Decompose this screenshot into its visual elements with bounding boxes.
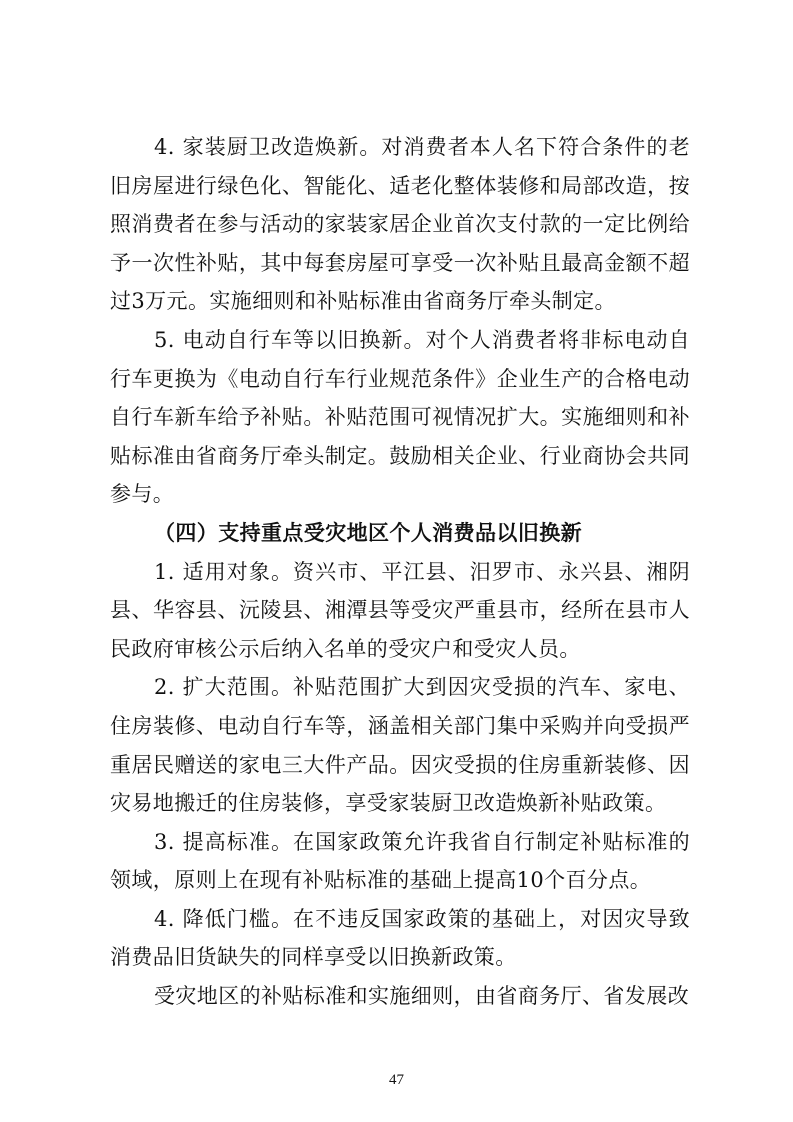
paragraph-e-bike-tradein: 5. 电动自行车等以旧换新。对个人消费者将非标电动自行车更换为《电动自行车行业规范条件》企业生产的合格电动自行车新车给予补贴。补贴范围可视情况扩大。实施细则和补贴标准由省商务厅牵头制定。鼓励相关企业、行业商协会共同参与。	[110, 327, 690, 507]
section-heading: （四）支持重点受灾地区个人消费品以旧换新	[154, 520, 582, 545]
document-body	[110, 128, 690, 1016]
paragraph-disaster-area-rules: 受灾地区的补贴标准和实施细则，由省商务厅、省发展改	[154, 984, 689, 1009]
paragraph-home-renovation: 4. 家装厨卫改造焕新。对消费者本人名下符合条件的老旧房屋进行绿色化、智能化、适老化整体装修和局部改造，按照消费者在参与活动的家装家居企业首次支付款的一定比例给予一次性补贴，其中每套房屋可享受一次补贴且最高金额不超过3万元。实施细则和补贴标准由省商务厅牵头制定。	[110, 135, 690, 314]
paragraph-applicable-targets: 1. 适用对象。资兴市、平江县、汨罗市、永兴县、湘阴县、华容县、沅陵县、湘潭县等受灾严重县市，经所在县市人民政府审核公示后纳入名单的受灾户和受灾人员。	[110, 559, 690, 661]
paragraph-expand-scope: 2. 扩大范围。补贴范围扩大到因灾受损的汽车、家电、住房装修、电动自行车等，涵盖相关部门集中采购并向受损严重居民赠送的家电三大件产品。因灾受损的住房重新装修、因灾易地搬迁的住房装修，享受家装厨卫改造焕新补贴政策。	[110, 675, 690, 816]
paragraph-raise-standard: 3. 提高标准。在国家政策允许我省自行制定补贴标准的领域，原则上在现有补贴标准的基础上提高10个百分点。	[110, 829, 690, 893]
paragraph-lower-threshold: 4. 降低门槛。在不违反国家政策的基础上，对因灾导致消费品旧货缺失的同样享受以旧换新政策。	[110, 906, 690, 970]
page-number: 47	[389, 1072, 404, 1088]
